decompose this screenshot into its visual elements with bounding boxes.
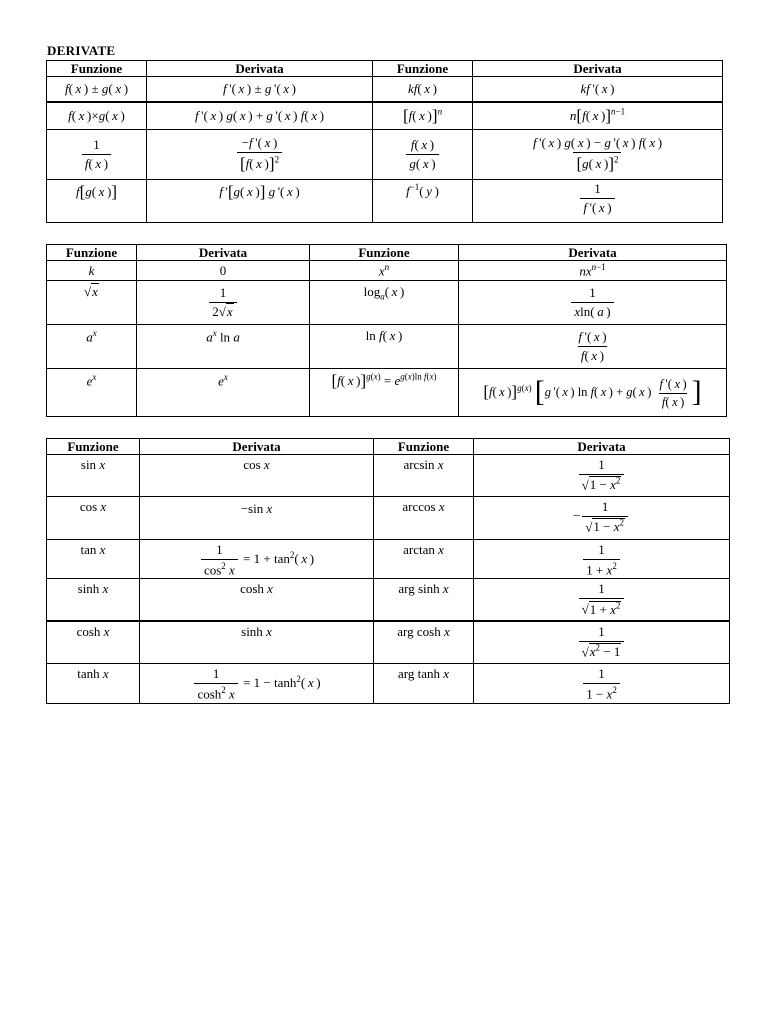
header-funzione: Funzione [374,439,474,455]
formula-cell: $a^x$ ln a [137,325,310,369]
formula-cell: ln f( x ) [310,325,459,369]
table-row [47,281,727,325]
formula-cell: f( x )×g( x ) [47,102,147,130]
header-derivata: Derivata [137,245,310,261]
table-row [47,77,723,102]
table-header-row [47,245,727,261]
formula-cell: $\log_a$( x ) [310,281,459,325]
header-derivata: Derivata [147,61,373,77]
header-funzione: Funzione [310,245,459,261]
formula-cell: k [47,261,137,281]
formula-cell: cos x [47,497,140,540]
formula-cell: arg sinh x [374,579,474,621]
table-row [47,325,727,369]
header-funzione: Funzione [373,61,473,77]
table-row [47,497,730,540]
formula-cell: −sin x [140,497,374,540]
header-funzione: Funzione [47,61,147,77]
header-funzione: Funzione [47,439,140,455]
trig-hyperbolic-derivatives-table [46,438,730,704]
formula-cell: $\frac{1}{1 - x^2}$ [474,664,730,703]
formula-cell: kf( x ) [373,77,473,102]
header-derivata: Derivata [140,439,374,455]
document-title: DERIVATE [47,43,116,58]
formula-cell: cosh x [140,579,374,621]
table-row [47,369,727,417]
formula-cell: kf '( x ) [473,77,723,102]
formula-cell: $\frac{f( x )}{g( x )}$ [373,130,473,180]
formula-cell: arg cosh x [374,621,474,664]
formula-cell: arccos x [374,497,474,540]
formula-cell: f '( x ) g( x ) + g '( x ) f( x ) [147,102,373,130]
elementary-derivatives-table [46,244,727,417]
derivative-rules-table [46,60,723,223]
formula-cell: tan x [47,540,140,579]
table-header-row [47,61,723,77]
formula-cell: $nx^{n-1}$ [459,261,727,281]
formula-cell: √x [47,281,137,325]
formula-cell: $\frac{f '( x )}{f( x )}$ [459,325,727,369]
table-row [47,102,723,130]
formula-cell: f( x ) ± g( x ) [47,77,147,102]
formula-cell: arg tanh x [374,664,474,703]
table-row [47,621,730,664]
formula-cell: f '[g( x )] g '( x ) [147,180,373,223]
formula-cell: $\frac{1}{1 + x^2}$ [474,540,730,579]
formula-cell: $e^x$ [47,369,137,417]
formula-cell: $\frac{1}{√1 + x^2}$ [474,579,730,621]
formula-cell: $x^n$ [310,261,459,281]
formula-cell: [f( x )]$^{g(x)} = e^{g(x)ln f(x)}$ [310,369,459,417]
table-row [47,579,730,621]
formula-cell: f '( x ) ± g '( x ) [147,77,373,102]
table-row [47,664,730,703]
formula-cell: cosh x [47,621,140,664]
table-header-row [47,439,730,455]
formula-cell: cos x [140,455,374,497]
formula-cell: − $\frac{1}{√1 - x^2}$ [474,497,730,540]
formula-cell: $\frac{1}{f '( x )}$ [473,180,723,223]
formula-cell: $a^x$ [47,325,137,369]
formula-cell: $\frac{f '( x ) g( x ) - g '( x ) f( x )}{[g( x )]^2}$ [473,130,723,180]
formula-cell: sinh x [140,621,374,664]
formula-cell: $\frac{1}{\cos^2 x}$ = $1 + \tan^2$( x ) [140,540,374,579]
formula-cell: tanh x [47,664,140,703]
table-row [47,261,727,281]
formula-cell: $\frac{-f '( x )}{[f( x )]^2}$ [147,130,373,180]
formula-cell: $e^x$ [137,369,310,417]
table-row [47,455,730,497]
formula-cell: $\frac{1}{f( x )}$ [47,130,147,180]
header-funzione: Funzione [47,245,137,261]
formula-cell: f[g( x )] [47,180,147,223]
formula-cell: [f( x )]$^{g(x)}$ [g '( x ) ln f( x ) + g( x ) $\frac{f '( x )}{f( x )}$ ] [459,369,727,417]
formula-cell: 0 [137,261,310,281]
table-row [47,130,723,180]
table-row [47,540,730,579]
formula-cell: $f^{-1}$( y ) [373,180,473,223]
header-derivata: Derivata [473,61,723,77]
header-derivata: Derivata [459,245,727,261]
formula-cell: $\frac{1}{\cosh^2 x}$ = $1 - \tanh^2$( x ) [140,664,374,703]
formula-cell: n[f( x )]$^{n-1}$ [473,102,723,130]
formula-cell: arctan x [374,540,474,579]
table-row [47,180,723,223]
formula-cell: $\frac{1}{√1 - x^2}$ [474,455,730,497]
header-derivata: Derivata [474,439,730,455]
formula-cell: [f( x )]$^n$ [373,102,473,130]
formula-cell: arcsin x [374,455,474,497]
formula-cell: $\frac{1}{2√x}$ [137,281,310,325]
formula-cell: sinh x [47,579,140,621]
formula-cell: $\frac{1}{√x^2 - 1}$ [474,621,730,664]
formula-cell: $\frac{1}{xln( a )}$ [459,281,727,325]
formula-cell: sin x [47,455,140,497]
